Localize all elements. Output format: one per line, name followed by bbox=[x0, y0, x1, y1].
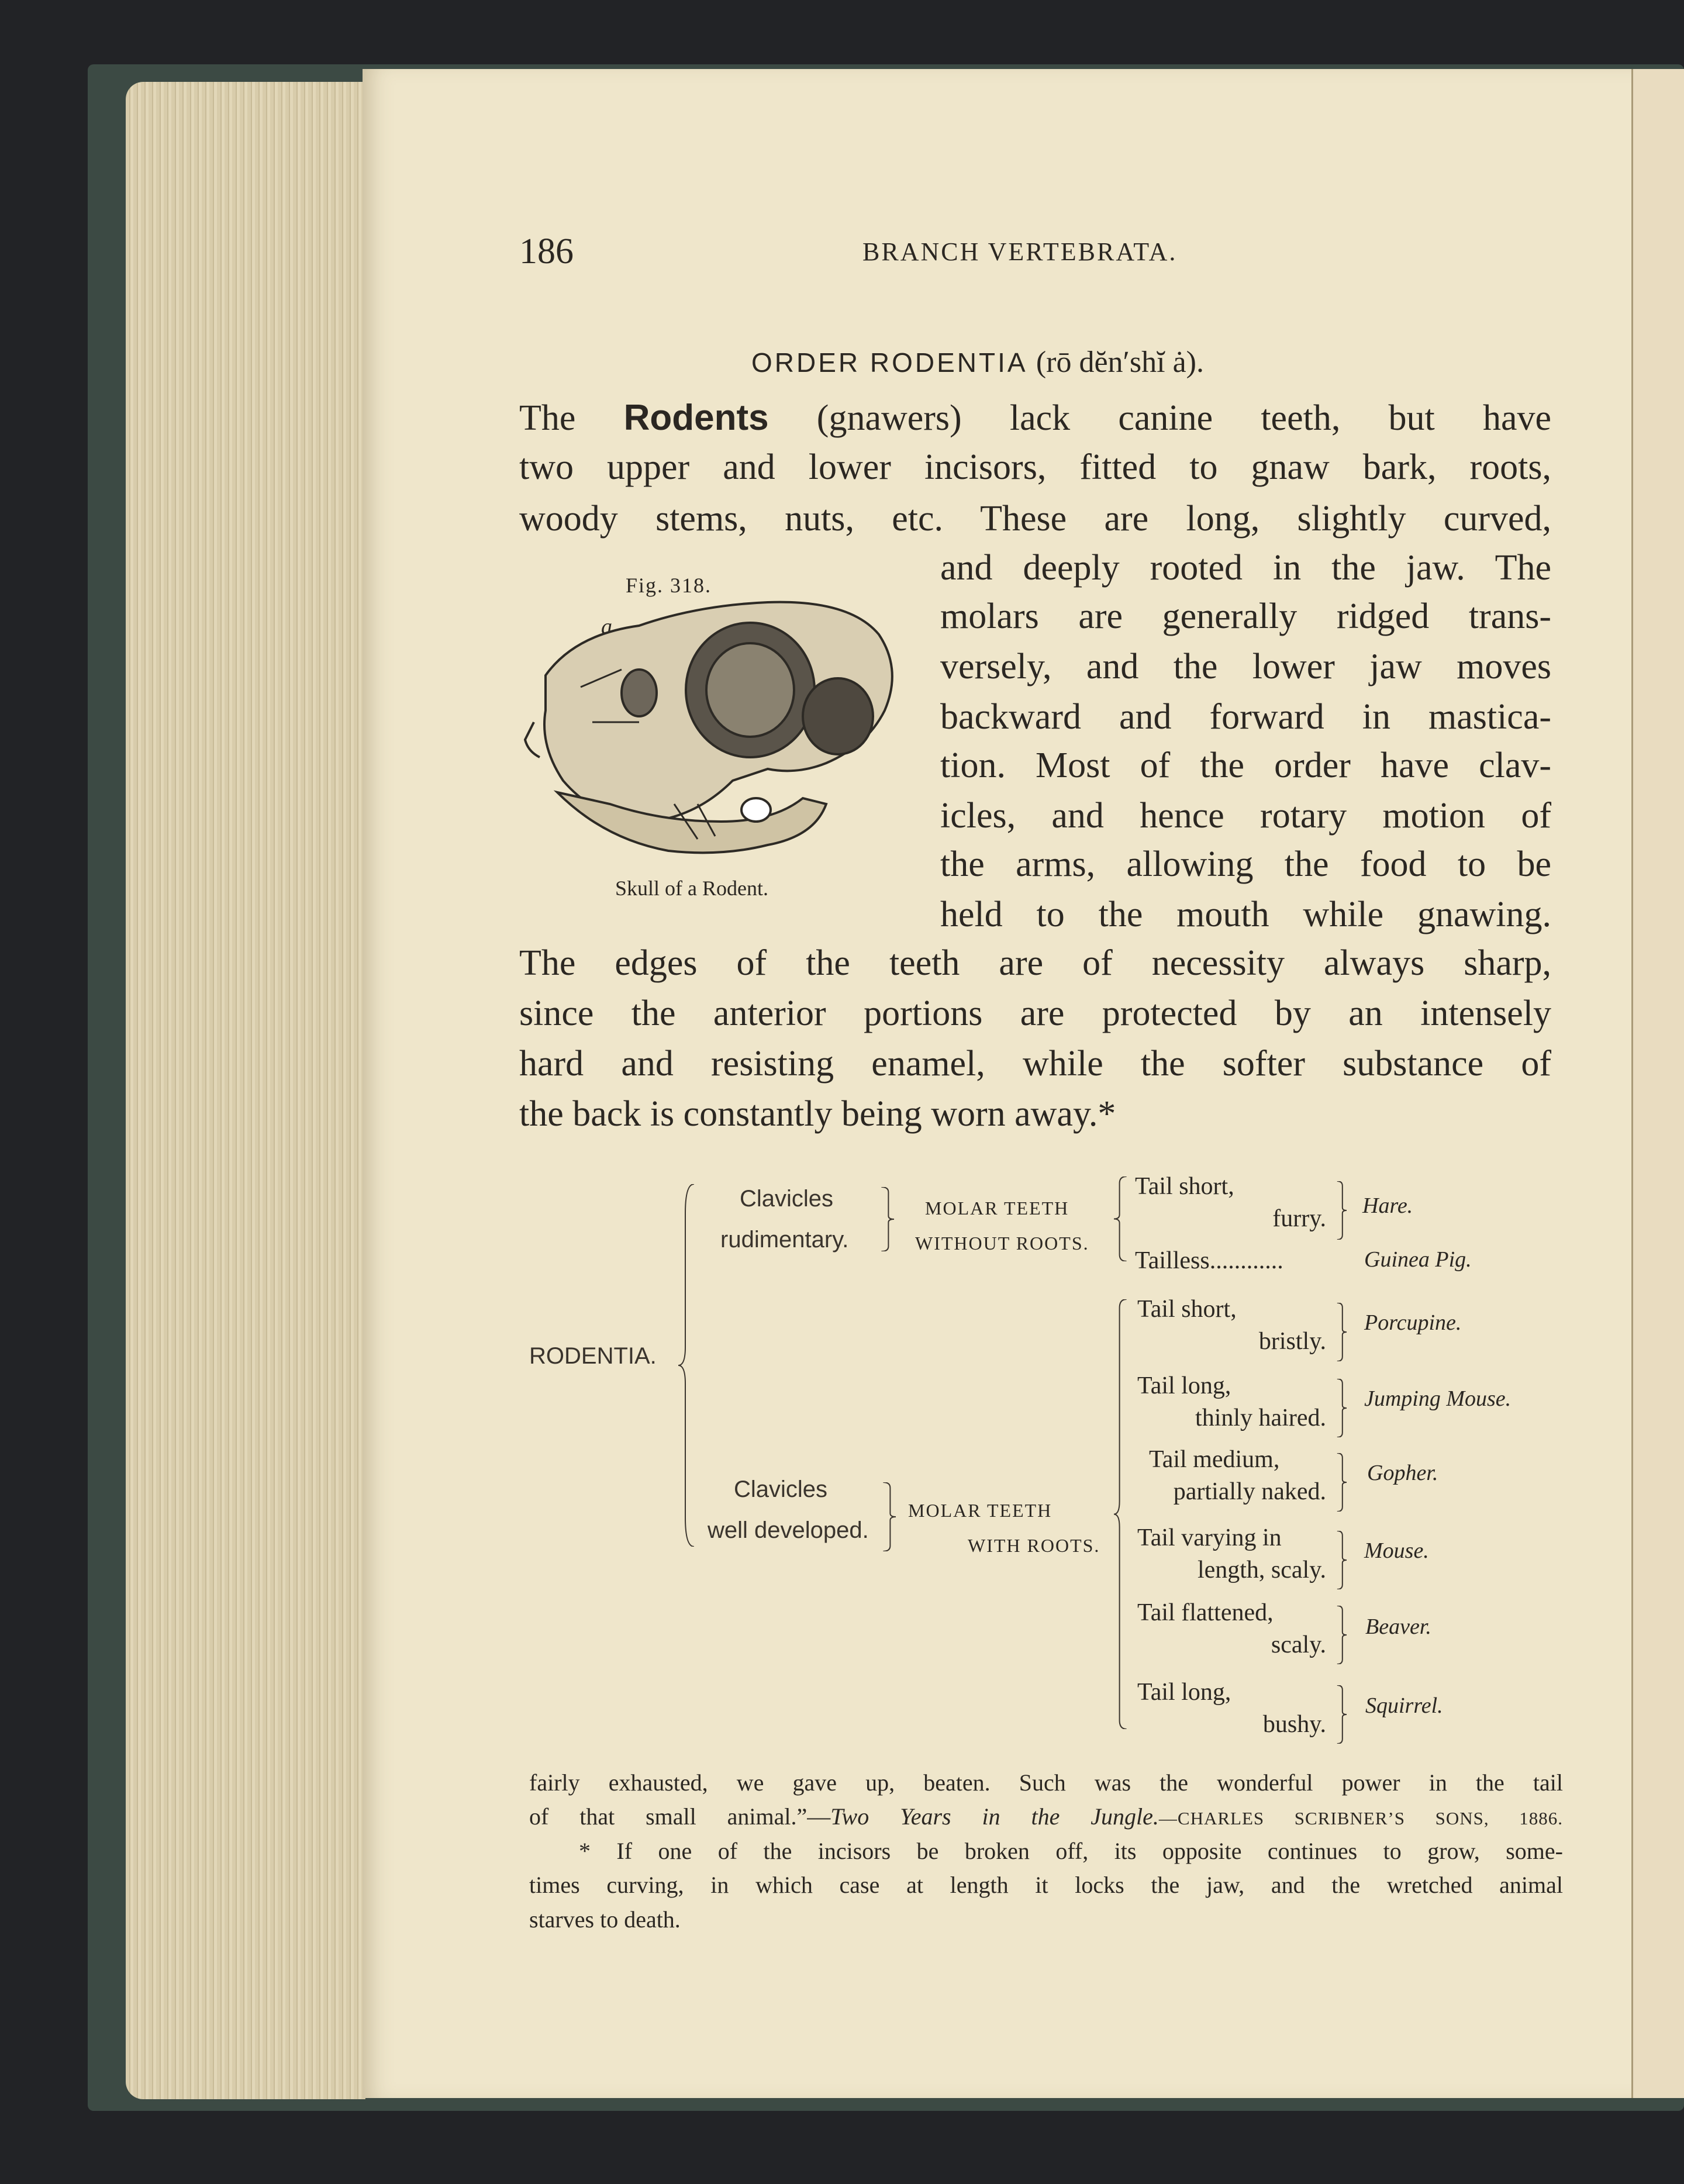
brace-icon bbox=[1114, 1176, 1128, 1261]
trait-text: length, scaly. bbox=[1197, 1557, 1326, 1583]
figure-letter: a bbox=[601, 615, 612, 639]
body-line: and deeply rooted in the jaw. The bbox=[940, 548, 1551, 588]
brace-icon bbox=[1336, 1453, 1347, 1512]
trait-text: Tail long, bbox=[1137, 1679, 1231, 1706]
molar-label bbox=[915, 1228, 1089, 1256]
trait-text: Tailless............ bbox=[1135, 1247, 1283, 1274]
rodent-skull-illustration bbox=[522, 570, 920, 921]
trait-text: scaly. bbox=[1271, 1631, 1326, 1658]
brace-icon bbox=[1336, 1685, 1347, 1744]
animal-name: Jumping Mouse. bbox=[1364, 1386, 1512, 1411]
brace-icon bbox=[1336, 1531, 1347, 1589]
brace-icon bbox=[1336, 1181, 1347, 1240]
body-line: two upper and lower incisors, fitted to gnaw bark, roots, bbox=[519, 447, 1551, 487]
body-line: The edges of the teeth are of necessity always sharp, bbox=[519, 943, 1551, 983]
clavicles-label: well developed. bbox=[708, 1517, 869, 1543]
brace-icon bbox=[1336, 1606, 1347, 1664]
bold-term: Rodents bbox=[623, 398, 769, 438]
brace-icon bbox=[880, 1187, 894, 1251]
trait-text: furry. bbox=[1272, 1205, 1326, 1232]
text: WITHOUT ROOTS. bbox=[915, 1233, 1089, 1254]
clavicles-label: Clavicles bbox=[734, 1476, 828, 1502]
body-line: hard and resisting enamel, while the softer substance of bbox=[519, 1044, 1551, 1084]
body-line: icles, and hence rotary motion of bbox=[940, 796, 1551, 836]
root-label: RODENTIA. bbox=[529, 1343, 657, 1369]
animal-name: Guinea Pig. bbox=[1364, 1247, 1472, 1272]
body-line: versely, and the lower jaw moves bbox=[940, 647, 1551, 686]
animal-name: Hare. bbox=[1362, 1193, 1413, 1218]
figure-label: Fig. 318. bbox=[626, 574, 712, 597]
figure-caption: Skull of a Rodent. bbox=[615, 877, 768, 900]
text: (gnawers) lack canine teeth, but have bbox=[816, 398, 1551, 438]
text: WITH ROOTS. bbox=[968, 1535, 1100, 1556]
title-pronunciation: (rō dĕn′shĭ ȧ). bbox=[1036, 346, 1204, 379]
brace-icon bbox=[1114, 1299, 1128, 1729]
trait-text: bushy. bbox=[1262, 1711, 1326, 1738]
trait-text: Tail short, bbox=[1137, 1296, 1237, 1323]
brace-icon bbox=[678, 1184, 696, 1547]
book-title: Two Years in the Jungle. bbox=[830, 1803, 1159, 1830]
brace-icon bbox=[1336, 1379, 1347, 1437]
publisher: —CHARLES SCRIBNER’S SONS, 1886. bbox=[1158, 1808, 1563, 1828]
trait-text: bristly. bbox=[1258, 1328, 1326, 1355]
clavicles-label: Clavicles bbox=[740, 1186, 834, 1212]
footnote-line bbox=[529, 1803, 1563, 1830]
trait-text: Tail medium, bbox=[1149, 1446, 1280, 1473]
animal-name: Gopher. bbox=[1367, 1461, 1438, 1485]
title-main: ORDER RODENTIA bbox=[751, 347, 1027, 378]
body-line: held to the mouth while gnawing. bbox=[940, 895, 1551, 934]
footnote-line: * If one of the incisors be broken off, its opposite continues to grow, some- bbox=[579, 1838, 1563, 1864]
page-number: 186 bbox=[519, 232, 574, 271]
running-head: BRANCH VERTEBRATA. bbox=[862, 237, 1178, 266]
body-line: molars are generally ridged trans- bbox=[940, 596, 1551, 636]
footnote-line: starves to death. bbox=[529, 1906, 681, 1933]
text: The bbox=[519, 398, 576, 438]
body-line bbox=[519, 393, 1551, 443]
body-line: woody stems, nuts, etc. These are long, slightly curved, bbox=[519, 499, 1551, 539]
trait-text: thinly haired. bbox=[1195, 1405, 1326, 1431]
trait-text: Tail short, bbox=[1135, 1173, 1234, 1200]
body-line: the arms, allowing the food to be bbox=[940, 844, 1551, 884]
trait-text: partially naked. bbox=[1173, 1478, 1326, 1505]
molar-label bbox=[908, 1495, 1052, 1523]
facing-page-edge bbox=[1631, 69, 1684, 2098]
body-line: tion. Most of the order have clav- bbox=[940, 746, 1551, 785]
text: MOLAR TEETH bbox=[908, 1500, 1052, 1521]
footnote-line: times curving, in which case at length it locks the jaw, and the wretched animal bbox=[529, 1872, 1563, 1898]
body-line: since the anterior portions are protected by an intensely bbox=[519, 993, 1551, 1033]
animal-name: Beaver. bbox=[1365, 1614, 1431, 1639]
trait-text: Tail long, bbox=[1137, 1372, 1231, 1399]
animal-name: Mouse. bbox=[1364, 1538, 1429, 1563]
body-line: the back is constantly being worn away.* bbox=[519, 1094, 1116, 1134]
text: MOLAR TEETH bbox=[925, 1198, 1069, 1219]
animal-name: Squirrel. bbox=[1365, 1693, 1443, 1718]
trait-text: Tail varying in bbox=[1137, 1524, 1282, 1551]
molar-label bbox=[968, 1530, 1100, 1558]
footnote-line: fairly exhausted, we gave up, beaten. Such was the wonderful power in the tail bbox=[529, 1769, 1563, 1796]
molar-label bbox=[925, 1193, 1069, 1221]
clavicles-label: rudimentary. bbox=[720, 1227, 849, 1253]
page-edges bbox=[126, 82, 365, 2099]
section-title bbox=[751, 345, 1204, 379]
animal-name: Porcupine. bbox=[1364, 1310, 1462, 1335]
text: of that small animal.”— bbox=[529, 1803, 831, 1830]
body-line: backward and forward in mastica- bbox=[940, 697, 1551, 737]
trait-text: Tail flattened, bbox=[1137, 1599, 1274, 1626]
brace-icon bbox=[882, 1482, 896, 1551]
brace-icon bbox=[1336, 1303, 1347, 1361]
